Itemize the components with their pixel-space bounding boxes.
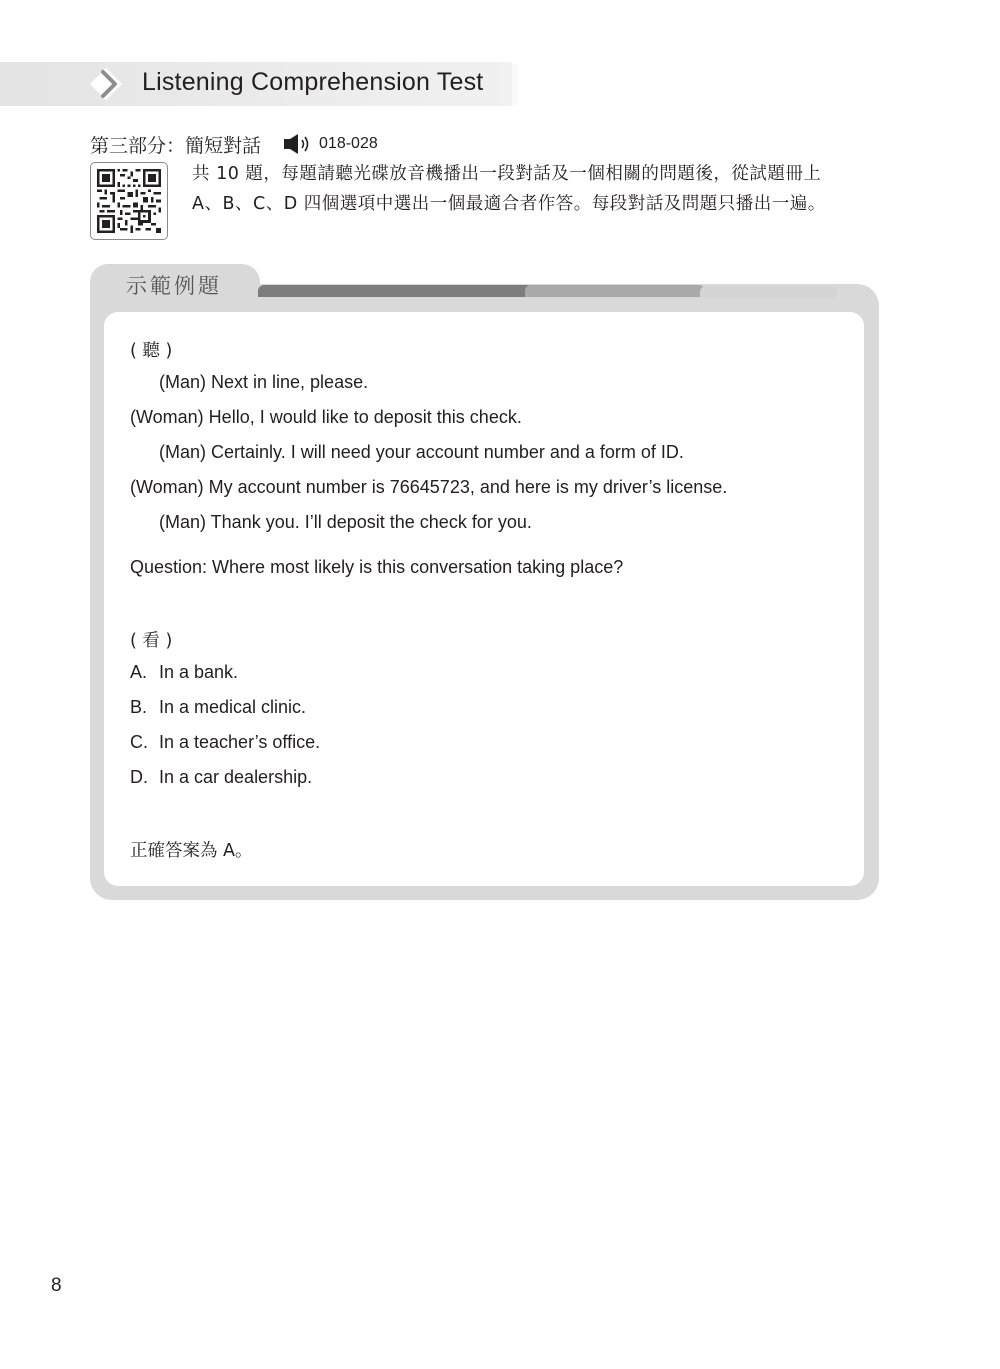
look-label: ( 看 ) [130, 631, 173, 651]
section-heading [90, 131, 378, 157]
option-b [130, 697, 306, 718]
listen-label: ( 聽 ) [130, 341, 173, 361]
question-text: Question: Where most likely is this conversation taking place? [130, 557, 624, 577]
page-number: 8 [51, 1275, 62, 1296]
instructions-line-1: 共 10 題，每題請聽光碟放音機播出一段對話及一個相關的問題後，從試題冊上 [192, 164, 822, 184]
dialogue-line: (Man) Next in line, please. [159, 372, 369, 392]
example-tab-label: 示範例題 [126, 274, 222, 298]
option-a [130, 662, 238, 683]
answer-text: 正確答案為 A。 [130, 841, 253, 861]
page-title: Listening Comprehension Test [142, 68, 484, 96]
option-d [130, 767, 312, 788]
dialogue-line: (Woman) My account number is 76645723, and here is my driver’s license. [130, 477, 728, 497]
section-title: 第三部分：簡短對話 [90, 134, 262, 157]
decorative-strip-mid [525, 285, 705, 297]
audio-track-number: 018-028 [319, 135, 378, 152]
option-text: In a car dealership. [159, 767, 313, 787]
speaker-icon[interactable] [283, 133, 313, 155]
instructions-line-2: A、B、C、D 四個選項中選出一個最適合者作答。每段對話及問題只播出一遍。 [192, 194, 826, 214]
chevron-right-icon [86, 64, 130, 104]
option-text: In a teacher’s office. [159, 732, 321, 752]
example-content-panel [104, 312, 864, 886]
dialogue-line: (Woman) Hello, I would like to deposit this check. [130, 407, 522, 427]
dialogue-line: (Man) Certainly. I will need your account number and a form of ID. [159, 442, 684, 462]
option-text: In a bank. [159, 662, 239, 682]
option-letter: A. [130, 662, 148, 682]
decorative-strip-light [700, 286, 837, 297]
option-letter: B. [130, 697, 148, 717]
qr-code[interactable] [90, 162, 168, 240]
option-letter: D. [130, 767, 148, 787]
option-letter: C. [130, 732, 148, 752]
option-c [130, 732, 320, 753]
dialogue-line: (Man) Thank you. I’ll deposit the check for you. [159, 512, 532, 532]
option-text: In a medical clinic. [159, 697, 307, 717]
decorative-strip-dark [258, 285, 533, 297]
